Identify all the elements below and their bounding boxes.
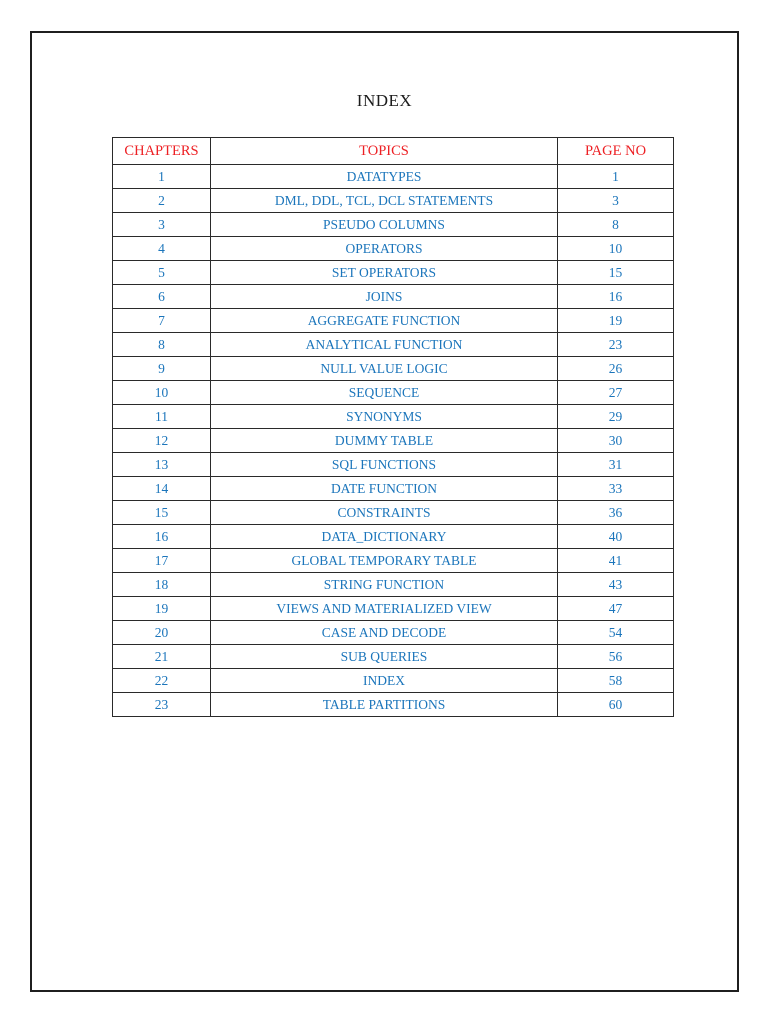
chapter-cell: 6 [113, 285, 211, 309]
chapter-cell: 4 [113, 237, 211, 261]
table-row [113, 333, 674, 357]
topic-cell: STRING FUNCTION [211, 573, 558, 597]
page-no-cell: 15 [558, 261, 674, 285]
table-row [113, 285, 674, 309]
topic-cell: DATA_DICTIONARY [211, 525, 558, 549]
topic-cell: CONSTRAINTS [211, 501, 558, 525]
header-page-no: PAGE NO [558, 138, 674, 165]
table-row [113, 525, 674, 549]
chapter-cell: 17 [113, 549, 211, 573]
table-row [113, 621, 674, 645]
table-body [113, 165, 674, 717]
page-no-cell: 31 [558, 453, 674, 477]
page-no-cell: 27 [558, 381, 674, 405]
page-no-cell: 1 [558, 165, 674, 189]
table-row [113, 405, 674, 429]
page-no-cell: 23 [558, 333, 674, 357]
document-page [30, 31, 739, 992]
chapter-cell: 23 [113, 693, 211, 717]
chapter-cell: 8 [113, 333, 211, 357]
table-row [113, 381, 674, 405]
table-row [113, 693, 674, 717]
topic-cell: DATE FUNCTION [211, 477, 558, 501]
chapter-cell: 1 [113, 165, 211, 189]
chapter-cell: 9 [113, 357, 211, 381]
chapter-cell: 18 [113, 573, 211, 597]
page-no-cell: 3 [558, 189, 674, 213]
table-row [113, 453, 674, 477]
topic-cell: DML, DDL, TCL, DCL STATEMENTS [211, 189, 558, 213]
table-row [113, 669, 674, 693]
chapter-cell: 20 [113, 621, 211, 645]
topic-cell: JOINS [211, 285, 558, 309]
table-row [113, 189, 674, 213]
table-row [113, 597, 674, 621]
header-chapters: CHAPTERS [113, 138, 211, 165]
chapter-cell: 2 [113, 189, 211, 213]
topic-cell: DUMMY TABLE [211, 429, 558, 453]
chapter-cell: 14 [113, 477, 211, 501]
topic-cell: VIEWS AND MATERIALIZED VIEW [211, 597, 558, 621]
table-row [113, 645, 674, 669]
topic-cell: OPERATORS [211, 237, 558, 261]
topic-cell: NULL VALUE LOGIC [211, 357, 558, 381]
page-no-cell: 29 [558, 405, 674, 429]
table-row [113, 237, 674, 261]
chapter-cell: 12 [113, 429, 211, 453]
chapter-cell: 15 [113, 501, 211, 525]
page-no-cell: 19 [558, 309, 674, 333]
topic-cell: SQL FUNCTIONS [211, 453, 558, 477]
topic-cell: SEQUENCE [211, 381, 558, 405]
page-no-cell: 8 [558, 213, 674, 237]
topic-cell: ANALYTICAL FUNCTION [211, 333, 558, 357]
page-no-cell: 40 [558, 525, 674, 549]
topic-cell: AGGREGATE FUNCTION [211, 309, 558, 333]
page-no-cell: 41 [558, 549, 674, 573]
table-row [113, 429, 674, 453]
page-no-cell: 47 [558, 597, 674, 621]
page-no-cell: 30 [558, 429, 674, 453]
chapter-cell: 10 [113, 381, 211, 405]
topic-cell: TABLE PARTITIONS [211, 693, 558, 717]
chapter-cell: 7 [113, 309, 211, 333]
chapter-cell: 5 [113, 261, 211, 285]
page-no-cell: 33 [558, 477, 674, 501]
page-no-cell: 10 [558, 237, 674, 261]
topic-cell: DATATYPES [211, 165, 558, 189]
topic-cell: SUB QUERIES [211, 645, 558, 669]
page-no-cell: 26 [558, 357, 674, 381]
page-no-cell: 60 [558, 693, 674, 717]
topic-cell: INDEX [211, 669, 558, 693]
page-no-cell: 54 [558, 621, 674, 645]
table-row [113, 261, 674, 285]
chapter-cell: 19 [113, 597, 211, 621]
topic-cell: PSEUDO COLUMNS [211, 213, 558, 237]
table-row [113, 165, 674, 189]
topic-cell: CASE AND DECODE [211, 621, 558, 645]
chapter-cell: 11 [113, 405, 211, 429]
table-header-row [113, 138, 674, 165]
header-topics: TOPICS [211, 138, 558, 165]
chapter-cell: 21 [113, 645, 211, 669]
table-row [113, 213, 674, 237]
page-no-cell: 16 [558, 285, 674, 309]
chapter-cell: 22 [113, 669, 211, 693]
topic-cell: SYNONYMS [211, 405, 558, 429]
topic-cell: SET OPERATORS [211, 261, 558, 285]
table-row [113, 309, 674, 333]
table-row [113, 573, 674, 597]
page-title: INDEX [356, 91, 413, 110]
index-table [112, 137, 674, 717]
chapter-cell: 13 [113, 453, 211, 477]
table-row [113, 549, 674, 573]
page-no-cell: 58 [558, 669, 674, 693]
table-row [113, 357, 674, 381]
page-no-cell: 43 [558, 573, 674, 597]
chapter-cell: 16 [113, 525, 211, 549]
chapter-cell: 3 [113, 213, 211, 237]
table-row [113, 501, 674, 525]
topic-cell: GLOBAL TEMPORARY TABLE [211, 549, 558, 573]
page-no-cell: 36 [558, 501, 674, 525]
table-row [113, 477, 674, 501]
page-no-cell: 56 [558, 645, 674, 669]
